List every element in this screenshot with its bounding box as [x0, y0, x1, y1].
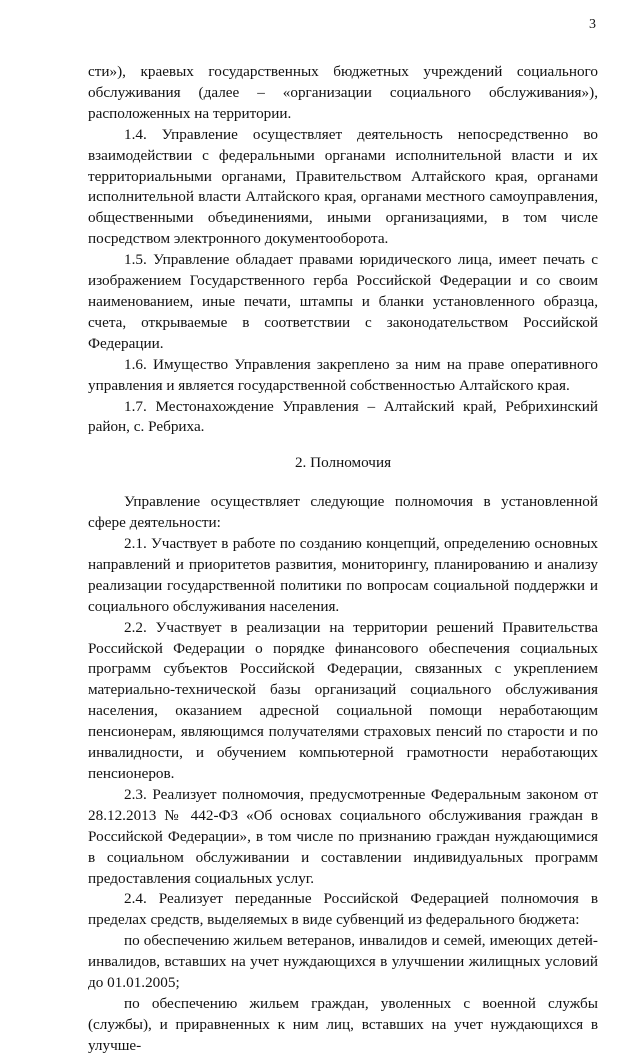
- paragraph: 1.4. Управление осуществляет деятельность непосредственно во взаимодействии с федеральными органами исполнительной власти и их территориальными органами, Правительством Алтайского края, органами исполнительной власти Алтайского края, органами местного самоуправления, общественными объединениями, иными организациями, в том числе посредством электронного документооборота.: [88, 125, 598, 248]
- paragraph: 2.2. Участвует в реализации на территории решений Правительства Российской Федерации о порядке финансового обеспечения социальных программ субъектов Российской Федерации, связанных с укреплением материально-технической базы организаций социального обслуживания населения, оказанием адресной социальной помощи неработающим пенсионерам, являющимся получателями страховых пенсий по старости и по инвалидности, и обучением компьютерной грамотности неработающих пенсионеров.: [88, 618, 598, 782]
- document-body: [88, 62, 598, 1057]
- paragraph: 2.3. Реализует полномочия, предусмотренные Федеральным законом от 28.12.2013 № 442-ФЗ «Об основах социального обслуживания граждан в Российской Федерации», в том числе по признанию граждан нуждающимися в социальном обслуживании и составлении индивидуальных программ предоставления социальных услуг.: [88, 785, 598, 887]
- paragraph: 1.5. Управление обладает правами юридического лица, имеет печать с изображением Государственного герба Российской Федерации и со своим наименованием, иные печати, штампы и бланки установленного образца, счета, открываемые в соответствии с законодательством Российской Федерации.: [88, 251, 598, 352]
- paragraph: 1.7. Местонахождение Управления – Алтайский край, Ребрихинский район, с. Ребриха.: [88, 397, 598, 436]
- paragraph: по обеспечению жильем граждан, уволенных с военной службы (службы), и приравненных к ним лиц, вставших на учет нуждающихся в улучше-: [88, 994, 598, 1054]
- paragraph: Управление осуществляет следующие полномочия в установленной сфере деятельности:: [88, 493, 598, 532]
- section-heading: 2. Полномочия: [294, 454, 392, 472]
- paragraph: 2.4. Реализует переданные Российской Федерацией полномочия в пределах средств, выделяемых в виде субвенций из федерального бюджета:: [88, 890, 598, 929]
- paragraph: 1.6. Имущество Управления закреплено за ним на праве оперативного управления и является государственной собственностью Алтайского края.: [88, 355, 598, 394]
- paragraph: сти»), краевых государственных бюджетных учреждений социального обслуживания (далее – «организации социального обслуживания»), расположенных на территории.: [88, 63, 598, 122]
- paragraphs-after-heading: [88, 492, 598, 1056]
- paragraph: 2.1. Участвует в работе по созданию концепций, определению основных направлений и приоритетов развития, мониторингу, планированию и анализу реализации государственной политики по вопросам социальной поддержки и социального обслуживания населения.: [88, 535, 598, 615]
- page-number: 3: [589, 17, 596, 32]
- paragraph: по обеспечению жильем ветеранов, инвалидов и семей, имеющих детей-инвалидов, вставших на учет нуждающихся в улучшении жилищных условий до 01.01.2005;: [88, 932, 598, 992]
- paragraphs-before-heading: [88, 62, 598, 438]
